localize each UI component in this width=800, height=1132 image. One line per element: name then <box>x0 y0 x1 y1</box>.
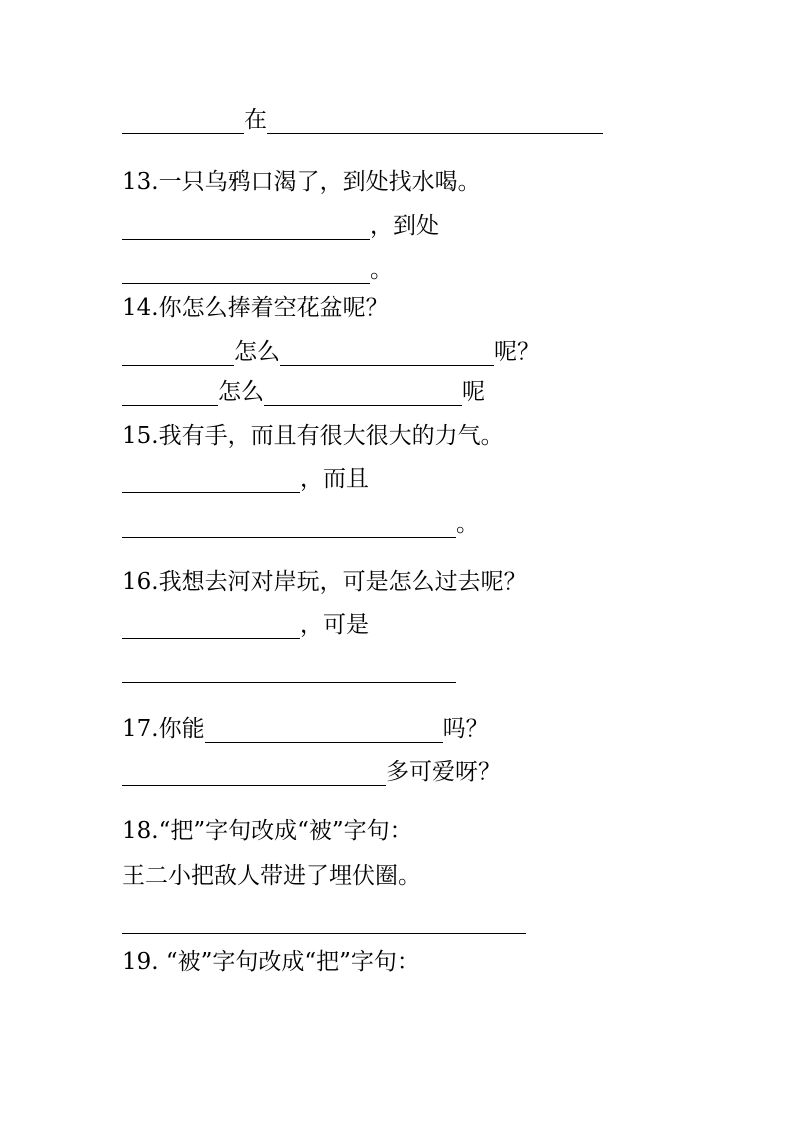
question-15 <box>122 422 504 450</box>
question-14-answer-1 <box>122 338 540 366</box>
answer-blank[interactable] <box>205 716 443 743</box>
question-19 <box>122 948 420 976</box>
answer-blank[interactable] <box>264 379 462 406</box>
line-text: 怎么 <box>234 339 280 365</box>
question-13-answer-1 <box>122 212 439 240</box>
answer-blank[interactable] <box>122 907 526 934</box>
fill-line-1 <box>122 106 603 134</box>
line-text: 。 <box>456 511 479 537</box>
answer-blank[interactable] <box>122 612 300 639</box>
answer-blank[interactable] <box>122 339 234 366</box>
question-16-answer-1 <box>122 611 369 639</box>
question-14 <box>122 294 389 322</box>
question-text: 15.我有手，而且有很大很大的力气。 <box>122 423 504 449</box>
question-16 <box>122 568 527 596</box>
answer-blank[interactable] <box>122 656 456 683</box>
question-text: 19. “被”字句改成“把”字句： <box>122 949 420 975</box>
answer-blank[interactable] <box>122 466 300 493</box>
question-15-answer-1 <box>122 465 369 493</box>
answer-blank[interactable] <box>122 257 370 284</box>
question-13-answer-2 <box>122 256 393 284</box>
answer-blank[interactable] <box>280 339 494 366</box>
line-text: 吗？ <box>442 716 489 742</box>
question-text: 14.你怎么捧着空花盆呢？ <box>122 295 389 321</box>
line-text: ，可是 <box>300 612 369 638</box>
question-17-answer-1 <box>122 758 501 786</box>
answer-blank[interactable] <box>122 379 218 406</box>
question-text: 17.你能 <box>122 716 205 742</box>
answer-blank[interactable] <box>122 511 456 538</box>
line-text: 怎么 <box>218 379 264 405</box>
question-18-sentence <box>122 862 421 890</box>
question-13 <box>122 168 481 196</box>
question-text: 16.我想去河对岸玩，可是怎么过去呢？ <box>122 569 527 595</box>
question-14-answer-2 <box>122 378 485 406</box>
answer-blank[interactable] <box>122 213 370 240</box>
line-text: 。 <box>370 257 393 283</box>
answer-blank[interactable] <box>122 107 244 134</box>
question-18 <box>122 817 413 845</box>
question-17 <box>122 715 489 743</box>
question-18-answer <box>122 906 526 934</box>
sentence-text: 王二小把敌人带进了埋伏圈。 <box>122 863 421 889</box>
question-16-answer-2 <box>122 655 456 683</box>
line-text: ，到处 <box>370 213 439 239</box>
line-text: 多可爱呀？ <box>386 759 501 785</box>
line-text: 在 <box>244 107 267 133</box>
question-text: 13.一只乌鸦口渴了，到处找水喝。 <box>122 169 481 195</box>
answer-blank[interactable] <box>122 759 386 786</box>
answer-blank[interactable] <box>267 107 603 134</box>
line-text: ，而且 <box>300 466 369 492</box>
question-15-answer-2 <box>122 510 479 538</box>
line-text: 呢 <box>462 379 485 405</box>
line-text: 呢？ <box>494 339 540 365</box>
question-text: 18.“把”字句改成“被”字句： <box>122 818 413 844</box>
